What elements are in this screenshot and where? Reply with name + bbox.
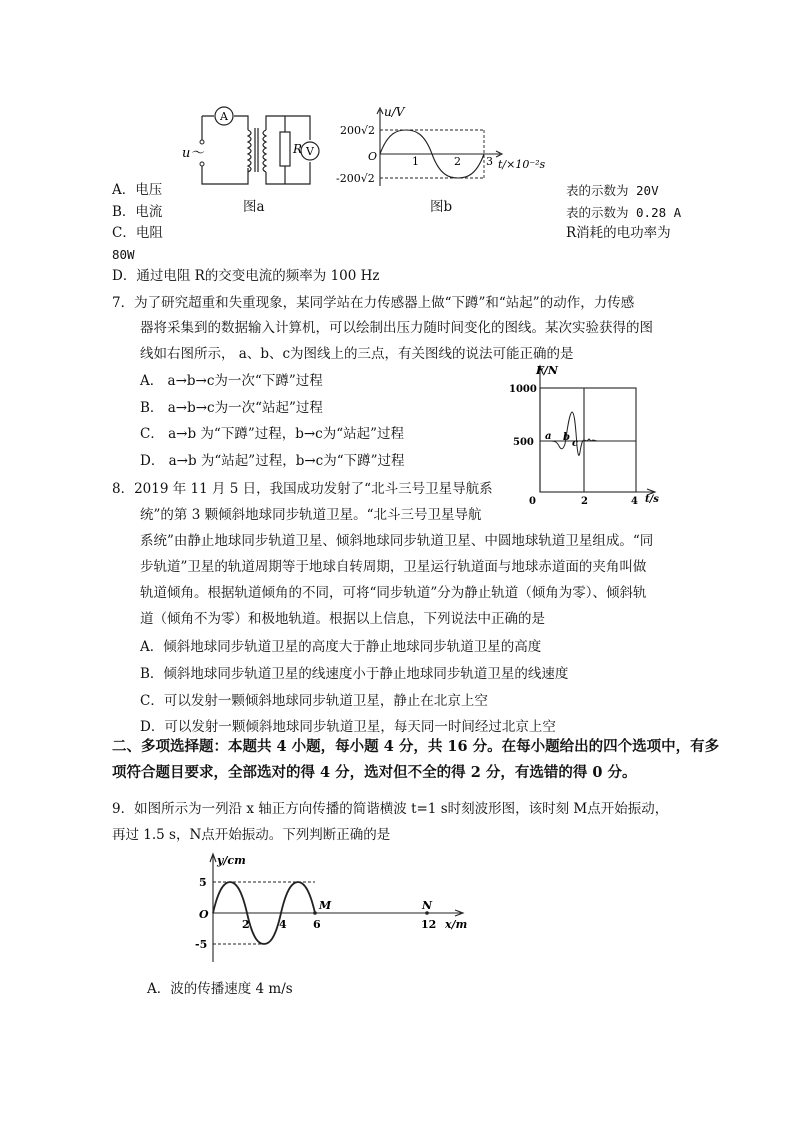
q6-option-d: D．通过电阻 R的交变电流的频率为 100 Hz bbox=[112, 268, 380, 284]
q9-option-a: A．波的传播速度 4 m/s bbox=[147, 981, 293, 997]
q6-option-b-right: 表的示数为 0.28 A bbox=[566, 205, 682, 220]
force-point-b: b bbox=[563, 432, 570, 443]
q8-option-b: B．倾斜地球同步轨道卫星的线速度小于静止地球同步轨道卫星的线速度 bbox=[140, 666, 569, 682]
q7-option-c: C． a→b 为“下蹲”过程，b→c为“站起”过程 bbox=[140, 426, 405, 442]
q6-option-c-cont: 80W bbox=[112, 247, 135, 262]
voltmeter-label: V bbox=[306, 145, 314, 158]
fig-b-xtick-1: 1 bbox=[412, 155, 419, 168]
q8-line-3: 系统”由静止地球同步轨道卫星、倾斜地球同步轨道卫星、中圆地球轨道卫星组成。“同 bbox=[140, 533, 654, 549]
q6-option-c-right: R消耗的电功率为 bbox=[566, 225, 671, 241]
fig-b-xtick-2: 2 bbox=[454, 155, 461, 168]
force-point-c: c bbox=[572, 438, 579, 449]
wave-yneg5: -5 bbox=[195, 938, 208, 951]
wave-x6: 6 bbox=[313, 918, 321, 931]
fig-b-xtick-3: 3 bbox=[486, 155, 493, 168]
figure-b-caption: 图b bbox=[430, 199, 453, 215]
force-x0: 0 bbox=[529, 496, 536, 507]
q6-option-a-left: A．电压 bbox=[112, 182, 163, 198]
force-x2: 2 bbox=[581, 496, 588, 507]
wave-x4: 4 bbox=[279, 918, 287, 931]
wave-point-n: N bbox=[422, 899, 433, 912]
q7-line-2: 器将采集到的数据输入计算机，可以绘制出压力随时间变化的图线。某次实验获得的图 bbox=[140, 320, 653, 336]
section-2-line-1: 二、多项选择题：本题共 4 小题，每小题 4 分，共 16 分。在每小题给出的四个选项中，有多 bbox=[112, 738, 720, 755]
q7-line-1: 7．为了研究超重和失重现象，某同学站在力传感器上做“下蹲”和“站起”的动作，力传感 bbox=[112, 295, 635, 311]
fig-b-xlabel: t/×10⁻²s bbox=[498, 158, 546, 171]
section-2-line-2: 项符合题目要求，全部选对的得 4 分，选对但不全的得 2 分，有选错的得 0 分。 bbox=[112, 764, 637, 781]
wave-graph bbox=[193, 852, 483, 964]
force-xlabel: t/s bbox=[645, 494, 659, 505]
force-y1000: 1000 bbox=[509, 384, 537, 395]
wave-x2: 2 bbox=[242, 918, 250, 931]
fig-b-origin: O bbox=[368, 150, 378, 163]
wave-x12: 12 bbox=[421, 918, 437, 931]
resistor-label: R bbox=[293, 142, 303, 156]
q6-option-c-left: C．电阻 bbox=[112, 225, 163, 241]
q8-option-c: C．可以发射一颗倾斜地球同步轨道卫星，静止在北京上空 bbox=[140, 693, 488, 709]
q8-line-6: 道（倾角不为零）和极地轨道。根据以上信息，下列说法中正确的是 bbox=[140, 611, 545, 627]
q7-option-d: D． a→b 为“站起”过程，b→c为“下蹲”过程 bbox=[140, 453, 405, 469]
force-x4: 4 bbox=[631, 496, 638, 507]
q8-line-4: 步轨道”卫星的轨道周期等于地球自转周期，卫星运行轨道面与地球赤道面的夹角叫做 bbox=[140, 559, 647, 575]
q7-option-a: A． a→b→c为一次“下蹲”过程 bbox=[140, 373, 323, 389]
fig-b-ylabel: u/V bbox=[384, 105, 405, 119]
q8-option-a: A．倾斜地球同步轨道卫星的高度大于静止地球同步轨道卫星的高度 bbox=[140, 639, 542, 655]
force-y500: 500 bbox=[513, 437, 534, 448]
wave-ylabel: y/cm bbox=[217, 854, 246, 867]
wave-xlabel: x/m bbox=[445, 918, 468, 931]
wave-origin: O bbox=[199, 908, 209, 921]
q9-line-1: 9．如图所示为一列沿 x 轴正方向传播的简谐横波 t=1 s时刻波形图，该时刻 M点开始振动， bbox=[112, 801, 669, 817]
q6-option-b-left: B．电流 bbox=[112, 204, 163, 220]
force-graph bbox=[505, 362, 665, 510]
q9-line-2: 再过 1.5 s，N点开始振动。下列判断正确的是 bbox=[112, 827, 391, 843]
wave-point-m: M bbox=[319, 899, 332, 912]
force-point-a: a bbox=[545, 431, 552, 442]
q7-option-b: B． a→b→c为一次“站起”过程 bbox=[140, 400, 323, 416]
figure-a-caption: 图a bbox=[243, 199, 265, 215]
circuit-diagram bbox=[180, 102, 330, 192]
fig-b-ytop: 200√2 bbox=[340, 124, 376, 137]
q6-option-a-right: 表的示数为 20V bbox=[566, 183, 659, 198]
voltage-graph bbox=[330, 104, 550, 194]
force-ylabel: F/N bbox=[536, 364, 558, 377]
q7-line-3: 线如右图所示， a、b、c为图线上的三点，有关图线的说法可能正确的是 bbox=[140, 346, 574, 362]
q8-line-2: 统”的第 3 颗倾斜地球同步轨道卫星。“北斗三号卫星导航 bbox=[140, 507, 482, 523]
ammeter-label: A bbox=[220, 110, 228, 123]
q8-option-d: D．可以发射一颗倾斜地球同步轨道卫星，每天同一时间经过北京上空 bbox=[140, 719, 556, 735]
q8-line-1: 8．2019 年 11 月 5 日，我国成功发射了“北斗三号卫星导航系 bbox=[112, 481, 493, 497]
q8-line-5: 轨道倾角。根据轨道倾角的不同，可将“同步轨道”分为静止轨道（倾角为零）、倾斜轨 bbox=[140, 585, 647, 601]
source-label: u～ bbox=[182, 146, 204, 161]
fig-b-ybot: -200√2 bbox=[336, 172, 375, 185]
wave-y5: 5 bbox=[199, 876, 207, 889]
